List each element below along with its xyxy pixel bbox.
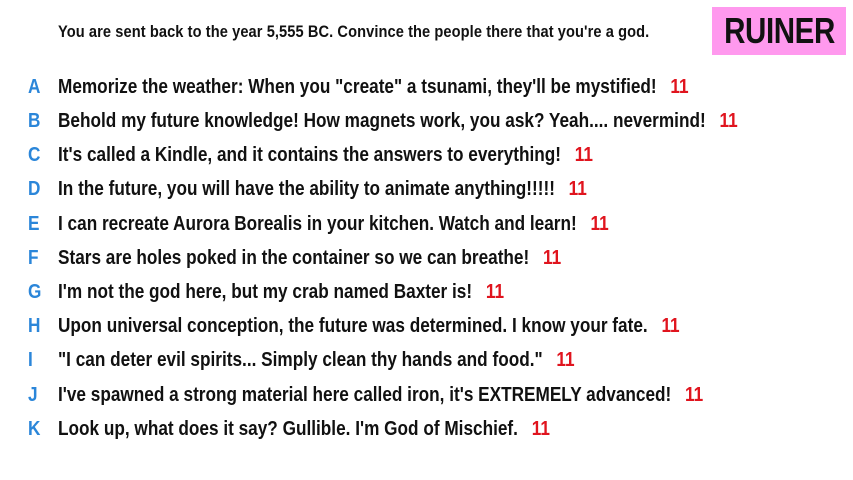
answer-text: I've spawned a strong material here called iron, it's EXTREMELY advanced! [58, 384, 672, 406]
answer-text: In the future, you will have the ability to animate anything!!!!! [58, 178, 555, 200]
vote-count: 11 [719, 110, 738, 132]
answer-row-f[interactable] [0, 243, 853, 273]
answer-letter: H [28, 315, 41, 337]
answer-letter: D [28, 178, 41, 200]
answer-row-a[interactable] [0, 72, 853, 102]
answer-text: Upon universal conception, the future was determined. I know your fate. [58, 315, 648, 337]
answer-row-c[interactable] [0, 140, 853, 170]
answer-letter: J [28, 384, 38, 406]
answer-text: Memorize the weather: When you "create" a tsunami, they'll be mystified! [58, 76, 657, 98]
answer-letter: K [28, 418, 41, 440]
answer-row-e[interactable] [0, 209, 853, 239]
vote-count: 11 [685, 384, 704, 406]
ruiner-badge-label: RUINER [723, 10, 835, 51]
answer-text: It's called a Kindle, and it contains the answers to everything! [58, 144, 562, 166]
vote-count: 11 [485, 281, 505, 303]
ruiner-badge [712, 7, 846, 55]
answer-letter: C [28, 144, 41, 166]
answer-row-g[interactable] [0, 277, 853, 307]
vote-count: 11 [531, 418, 550, 440]
answer-text: I'm not the god here, but my crab named Baxter is! [58, 281, 473, 303]
vote-count: 11 [590, 213, 609, 235]
vote-count: 11 [568, 178, 587, 200]
answer-row-h[interactable] [0, 311, 853, 341]
vote-count: 11 [661, 315, 680, 337]
vote-count: 11 [574, 144, 593, 166]
answer-letter: A [28, 76, 41, 98]
question-prompt: You are sent back to the year 5,555 BC. Convince the people there that you're a god. [58, 22, 650, 41]
answer-letter: F [28, 247, 39, 269]
answer-text: I can recreate Aurora Borealis in your kitchen. Watch and learn! [58, 213, 577, 235]
answer-row-d[interactable] [0, 174, 853, 204]
answer-text: Behold my future knowledge! How magnets work, you ask? Yeah.... nevermind! [58, 110, 706, 132]
answer-row-b[interactable] [0, 106, 853, 136]
answer-row-j[interactable] [0, 380, 853, 410]
answer-letter: E [28, 213, 40, 235]
answer-row-i[interactable] [0, 345, 853, 375]
vote-count: 11 [542, 247, 562, 269]
answer-text: "I can deter evil spirits... Simply clean thy hands and food." [58, 349, 543, 371]
vote-count: 11 [670, 76, 689, 98]
vote-count: 11 [556, 349, 575, 371]
answer-row-k[interactable] [0, 414, 853, 444]
answer-letter: B [28, 110, 41, 132]
answer-text: Look up, what does it say? Gullible. I'm God of Mischief. [58, 418, 518, 440]
answer-letter: I [28, 349, 33, 371]
answer-text: Stars are holes poked in the container so we can breathe! [58, 247, 530, 269]
answer-letter: G [28, 281, 42, 303]
